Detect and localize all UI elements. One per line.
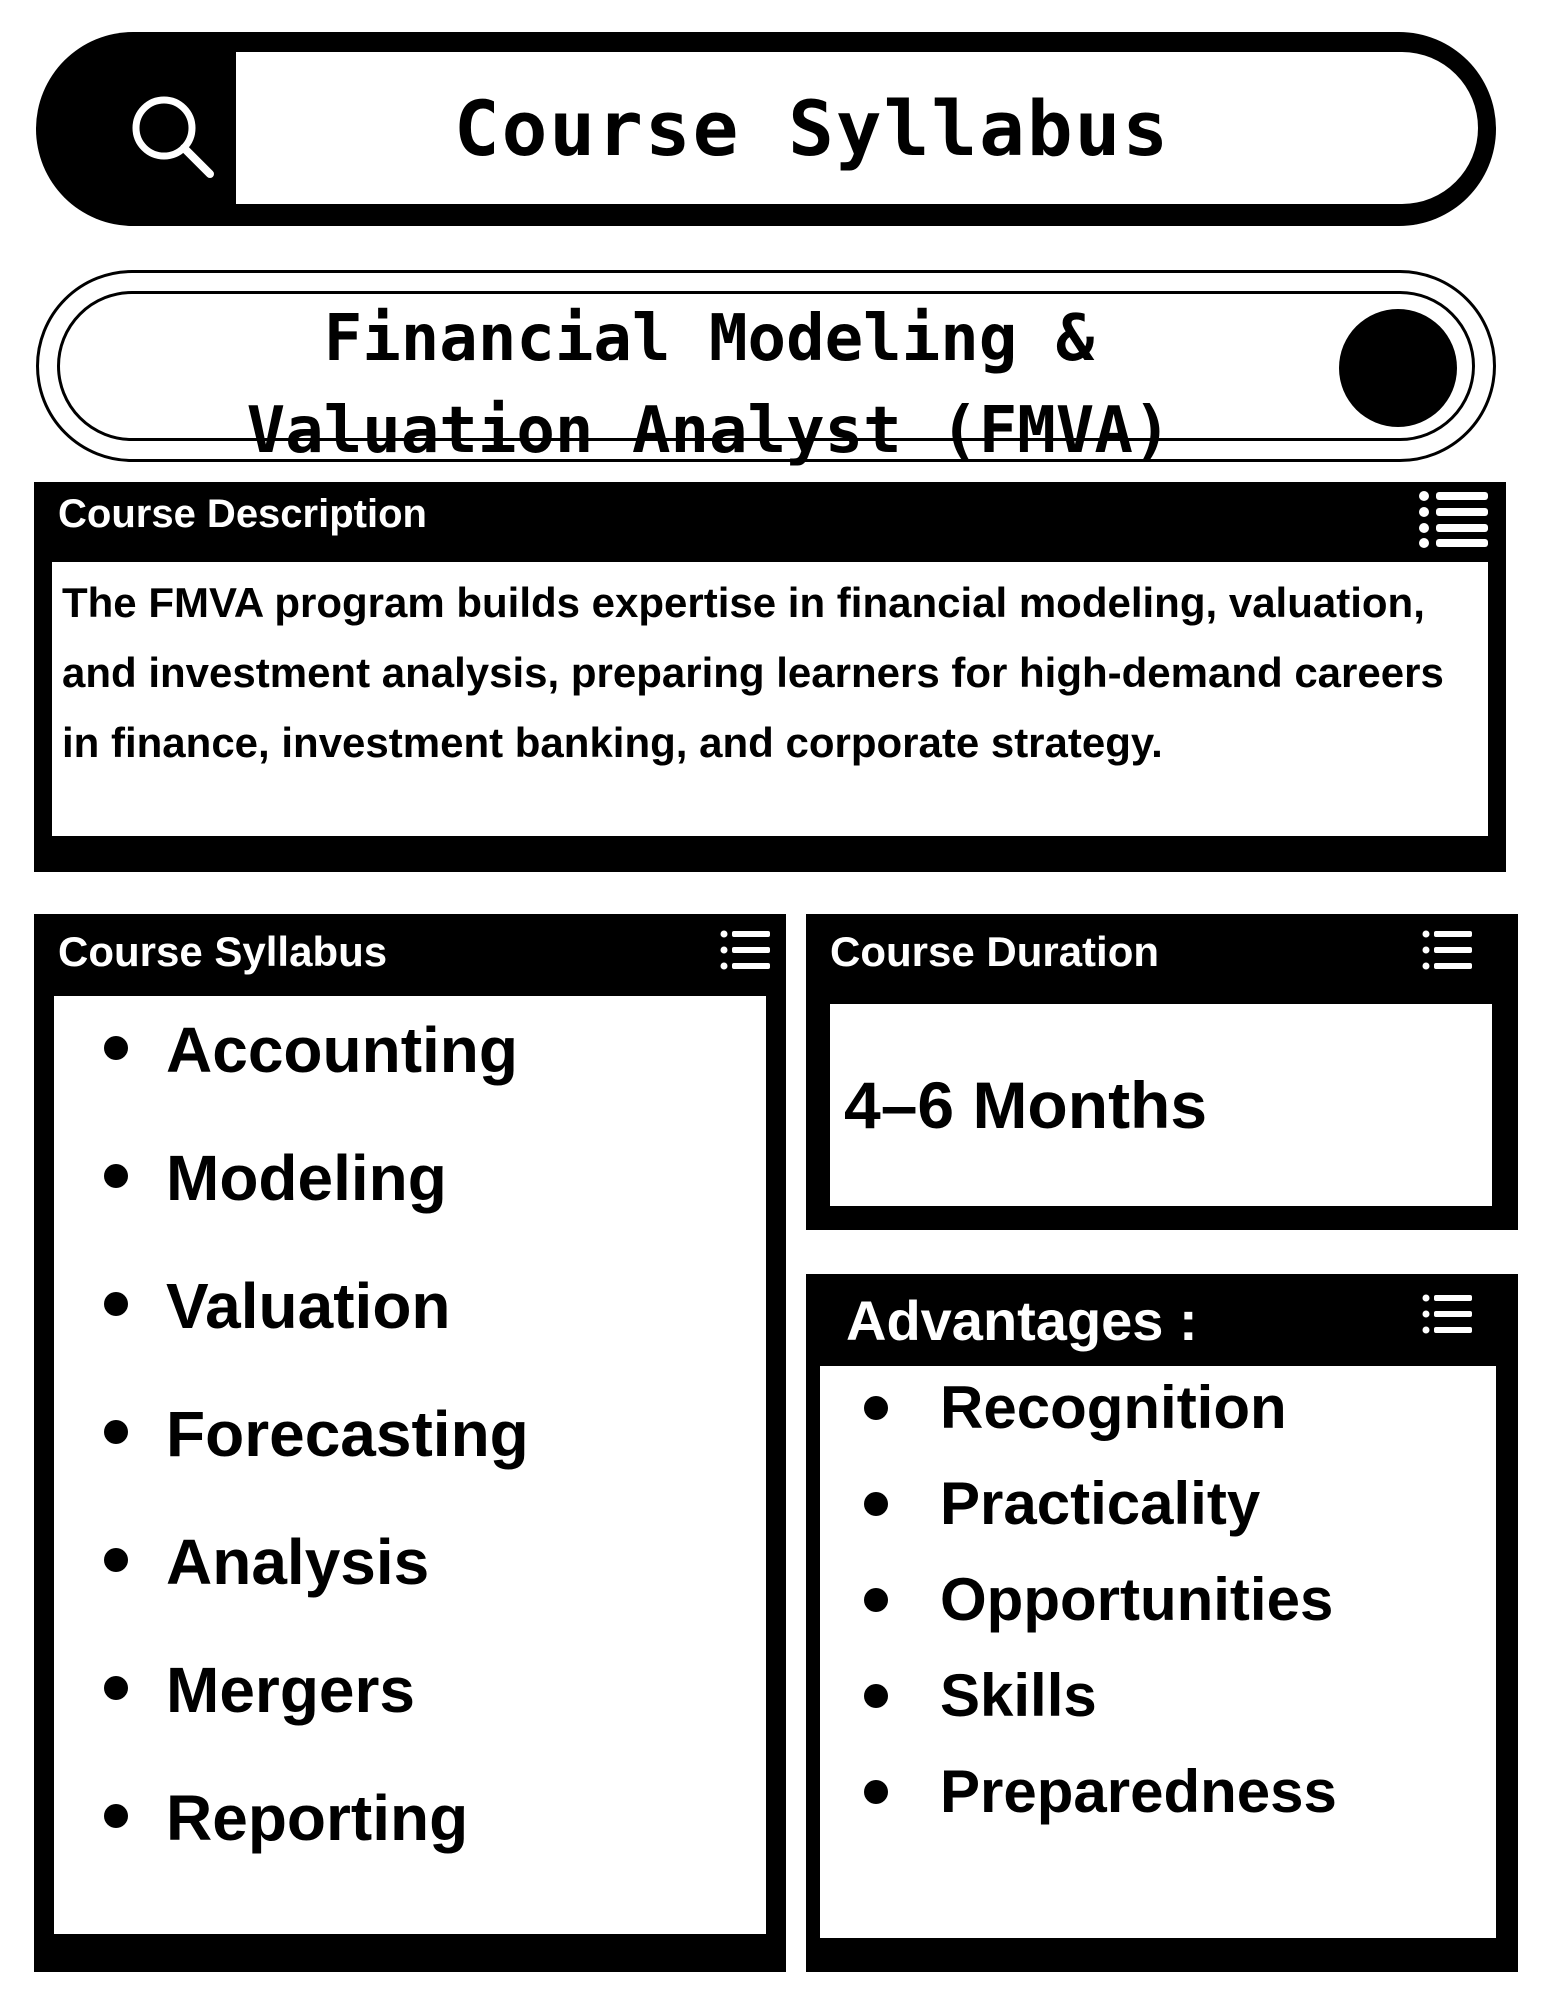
bullet-icon [104,1804,128,1828]
bullet-icon [104,1548,128,1572]
dot-icon [1339,309,1457,427]
course-duration-panel [806,914,1518,1230]
bullet-icon [864,1588,888,1612]
bullet-icon [864,1396,888,1420]
advantages-heading: Advantages : [846,1289,1198,1352]
bullet-icon [864,1492,888,1516]
course-syllabus-body: Accounting Modeling Valuation Forecasting Analysis Mergers Reporting [54,996,766,1934]
course-duration-body [830,1004,1492,1206]
list-icon[interactable] [1418,490,1488,548]
course-syllabus-heading: Course Syllabus [58,928,388,975]
list-icon[interactable] [1422,930,1472,970]
course-title: Financial Modeling & Valuation Analyst (FMVA) [246,302,1172,468]
list-icon[interactable] [1422,1294,1472,1334]
search-bar [36,32,1496,226]
bullet-icon [104,1676,128,1700]
bullet-icon [104,1164,128,1188]
bullet-icon [104,1420,128,1444]
course-description-body [52,562,1488,836]
bullet-icon [104,1036,128,1060]
course-syllabus-panel [34,914,786,1972]
search-field[interactable] [236,52,1478,204]
bullet-icon [864,1780,888,1804]
course-description-heading: Course Description [58,492,427,536]
course-title-pill [36,270,1496,468]
bullet-icon [104,1292,128,1316]
bullet-icon [864,1684,888,1708]
course-description-text: The FMVA program builds expertise in financial modeling, valuation, and investment analysis, preparing learners for high-demand careers in finance, investment banking, and corporate strategy. [62,579,1444,766]
course-duration-value: 4–6 Months [844,1068,1208,1142]
list-icon[interactable] [720,930,770,970]
page-title: Course Syllabus [453,83,1171,173]
advantages-panel [806,1274,1518,1972]
course-description-panel [34,482,1506,872]
course-duration-heading: Course Duration [830,928,1160,975]
advantages-body: Recognition Practicality Opportunities Skills Preparedness [820,1366,1496,1938]
search-icon[interactable] [126,90,218,182]
